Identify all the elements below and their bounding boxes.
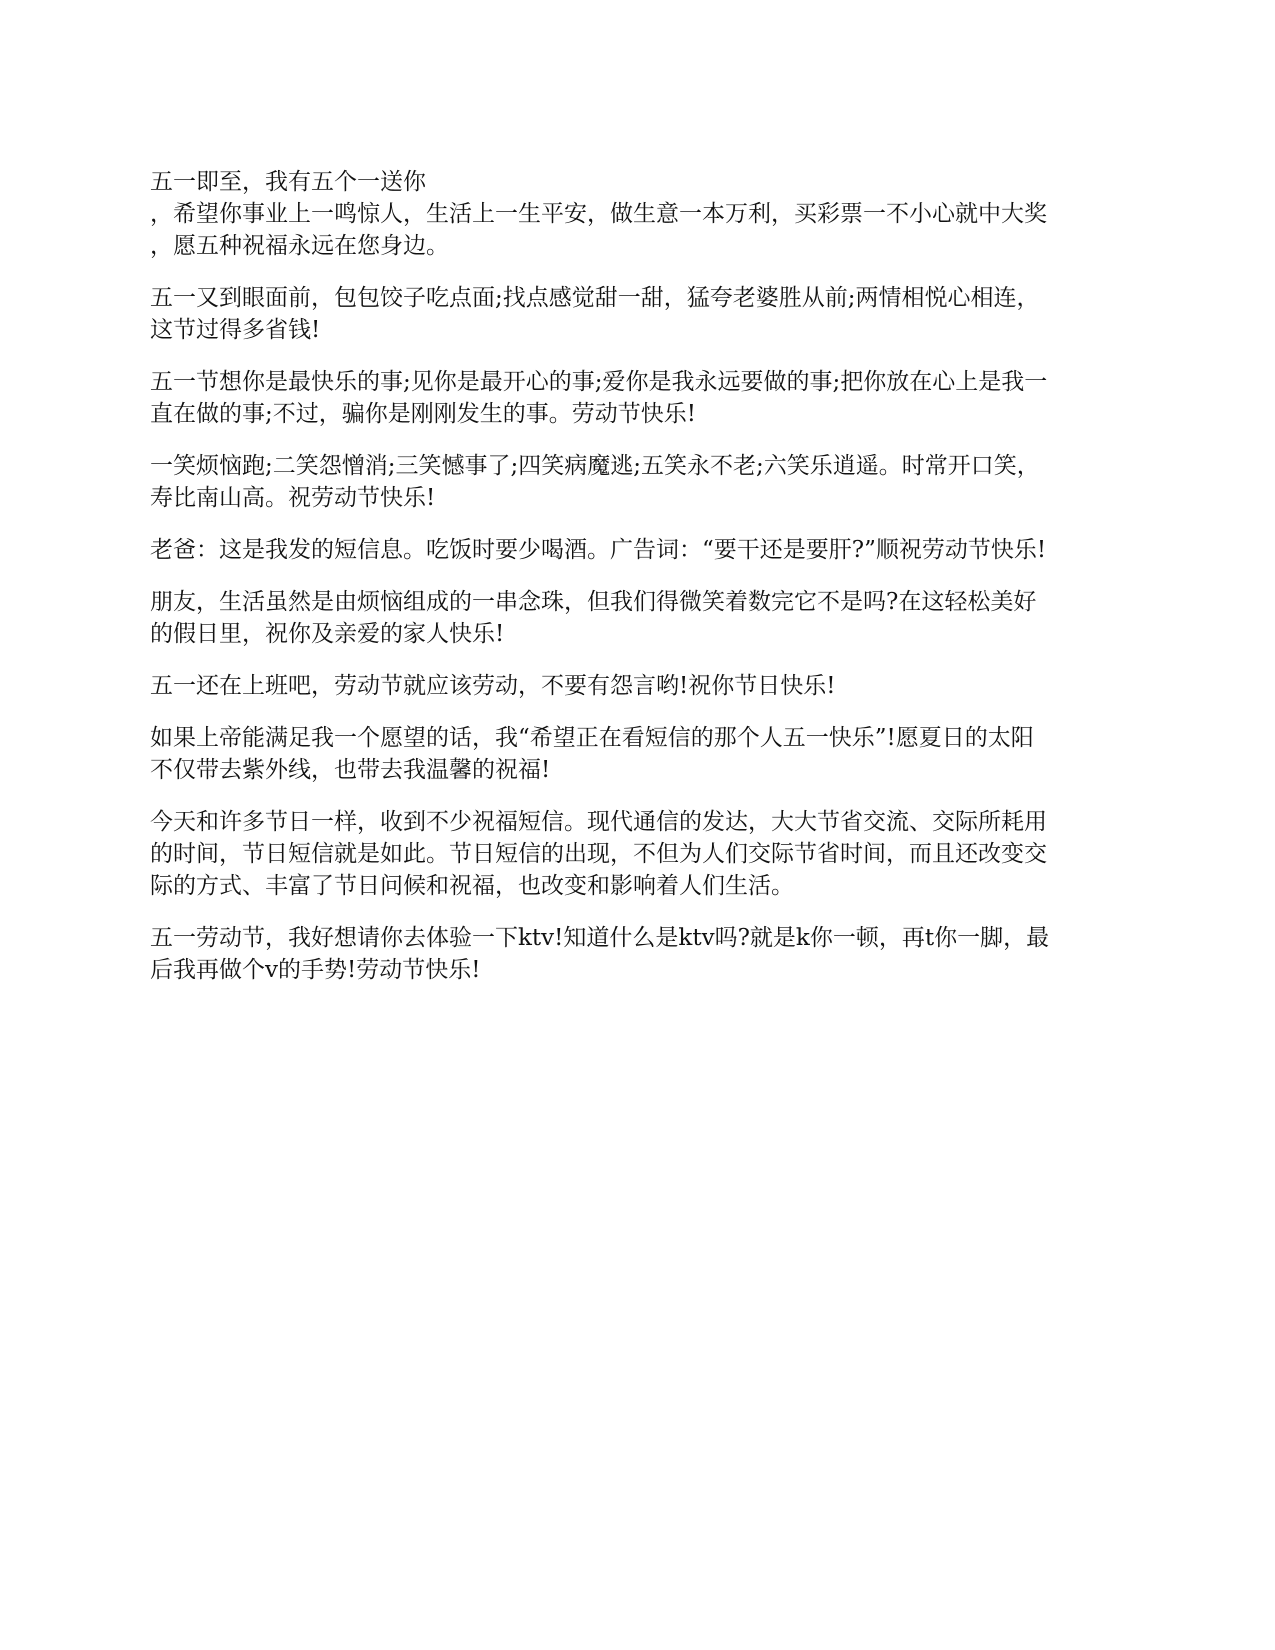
text-line: 五一还在上班吧，劳动节就应该劳动，不要有怨言哟!祝你节日快乐! xyxy=(150,673,836,699)
paragraph-8 xyxy=(150,722,1140,786)
text-line: 寿比南山高。祝劳动节快乐! xyxy=(150,485,436,511)
text-line: ，愿五种祝福永远在您身边。 xyxy=(150,233,449,259)
text-line: ，希望你事业上一鸣惊人，生活上一生平安，做生意一本万利，买彩票一不小心就中大奖 xyxy=(150,201,1047,227)
document-page xyxy=(150,166,1140,1006)
paragraph-1 xyxy=(150,166,1140,262)
paragraph-7 xyxy=(150,670,1140,702)
text-line: 一笑烦恼跑;二笑怨憎消;三笑憾事了;四笑病魔逃;五笑永不老;六笑乐逍遥。时常开口笑， xyxy=(150,453,1040,479)
paragraph-10 xyxy=(150,922,1140,986)
text-line: 际的方式、丰富了节日问候和祝福，也改变和影响着人们生活。 xyxy=(150,873,794,899)
text-line: 五一即至，我有五个一送你 xyxy=(150,169,426,195)
text-line: 五一劳动节，我好想请你去体验一下ktv!知道什么是ktv吗?就是k你一顿，再t你一脚，最 xyxy=(150,925,1050,951)
text-line: 后我再做个v的手势!劳动节快乐! xyxy=(150,957,481,983)
text-line: 不仅带去紫外线，也带去我温馨的祝福! xyxy=(150,757,551,783)
text-line: 老爸：这是我发的短信息。吃饭时要少喝酒。广告词：“要干还是要肝?”顺祝劳动节快乐! xyxy=(150,537,1047,563)
paragraph-9 xyxy=(150,806,1140,902)
paragraph-2 xyxy=(150,282,1140,346)
text-line: 五一节想你是最快乐的事;见你是最开心的事;爱你是我永远要做的事;把你放在心上是我一 xyxy=(150,369,1048,395)
text-line: 的时间，节日短信就是如此。节日短信的出现，不但为人们交际节省时间，而且还改变交 xyxy=(150,841,1047,867)
text-line: 的假日里，祝你及亲爱的家人快乐! xyxy=(150,621,505,647)
paragraph-4 xyxy=(150,450,1140,514)
text-line: 这节过得多省钱! xyxy=(150,317,321,343)
text-line: 如果上帝能满足我一个愿望的话，我“希望正在看短信的那个人五一快乐”!愿夏日的太阳 xyxy=(150,725,1034,751)
paragraph-5 xyxy=(150,534,1140,566)
paragraph-6 xyxy=(150,586,1140,650)
text-line: 朋友，生活虽然是由烦恼组成的一串念珠，但我们得微笑着数完它不是吗?在这轻松美好 xyxy=(150,589,1037,615)
text-line: 五一又到眼面前，包包饺子吃点面;找点感觉甜一甜，猛夸老婆胜从前;两情相悦心相连， xyxy=(150,285,1040,311)
text-line: 今天和许多节日一样，收到不少祝福短信。现代通信的发达，大大节省交流、交际所耗用 xyxy=(150,809,1047,835)
paragraph-3 xyxy=(150,366,1140,430)
text-line: 直在做的事;不过，骗你是刚刚发生的事。劳动节快乐! xyxy=(150,401,696,427)
